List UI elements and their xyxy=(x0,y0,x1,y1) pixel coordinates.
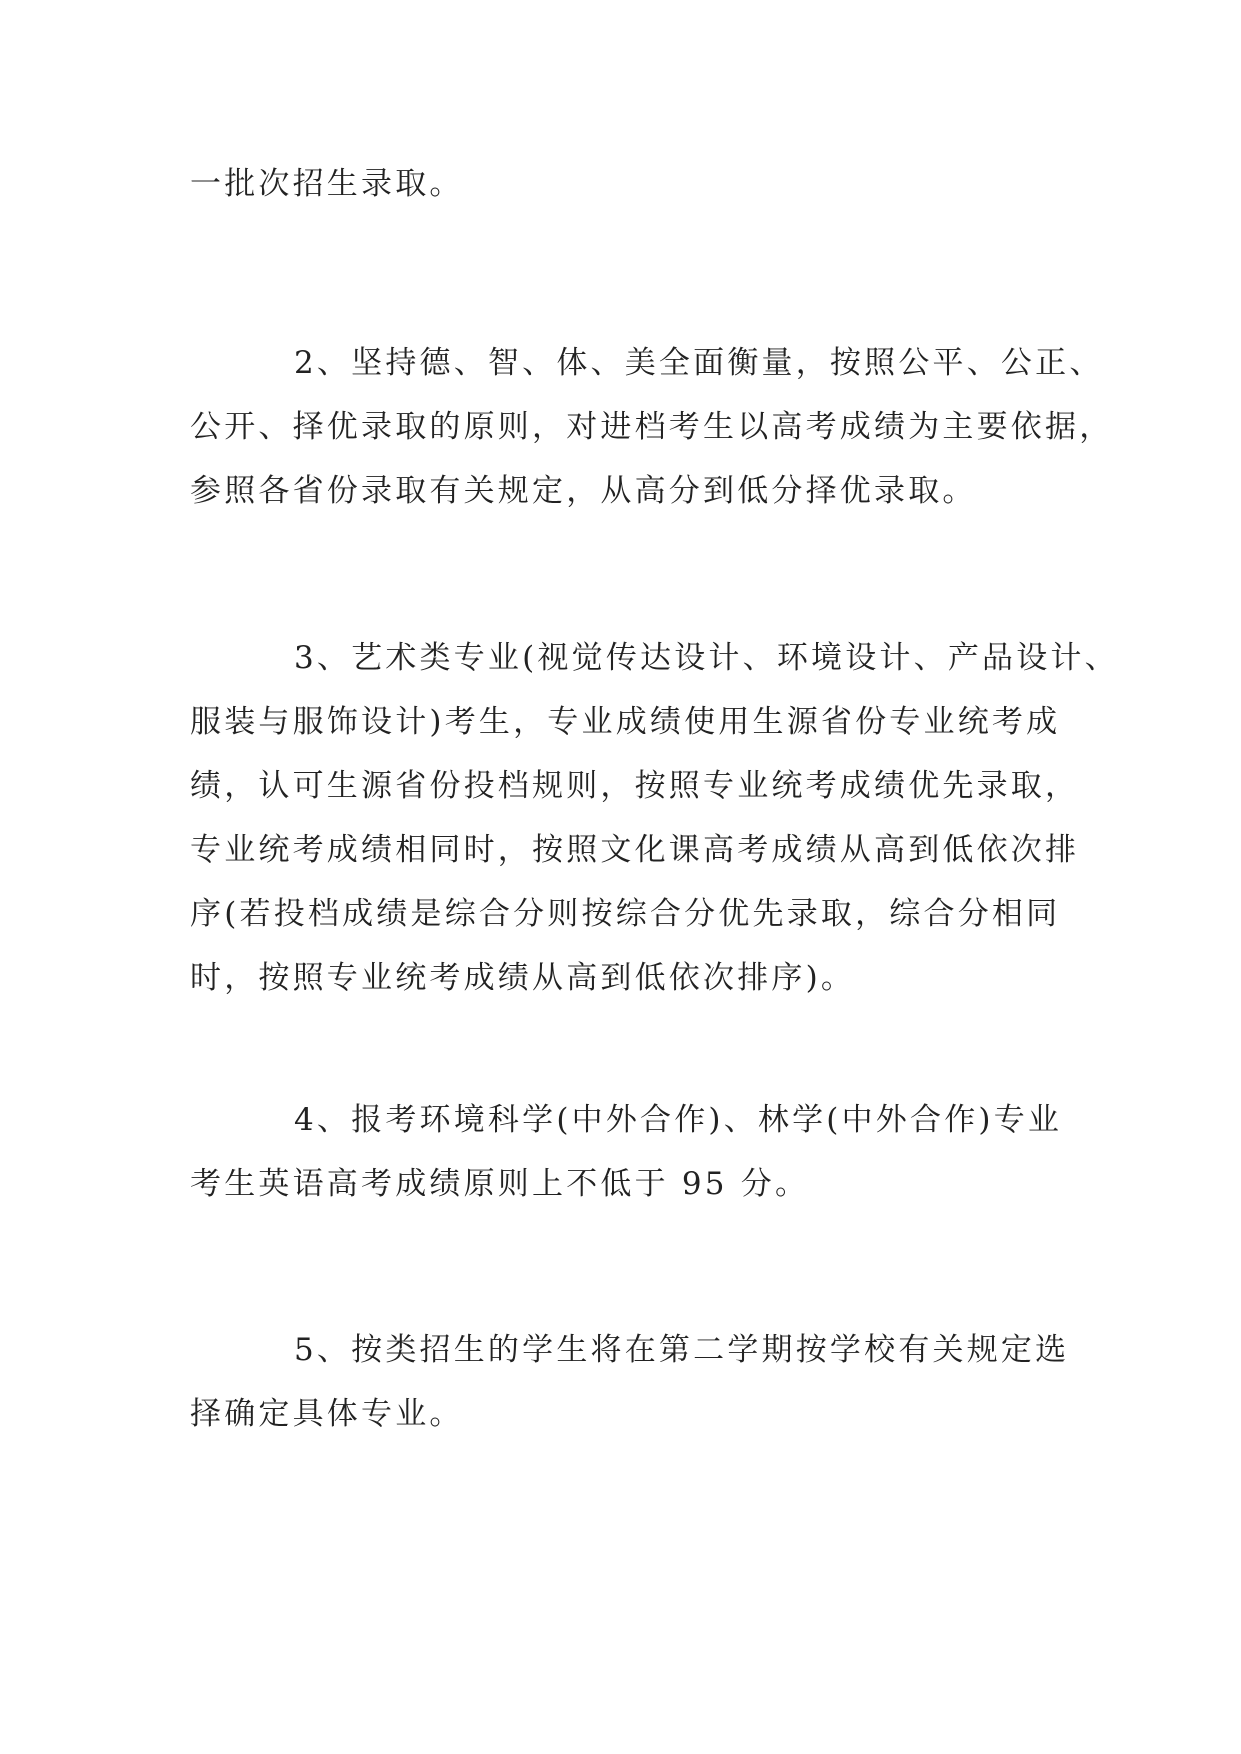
text-line: 择确定具体专业。 xyxy=(190,1396,464,1432)
text-line: 序(若投档成绩是综合分则按综合分优先录取，综合分相同 xyxy=(190,896,1061,932)
text-line: 参照各省份录取有关规定，从高分到低分择优录取。 xyxy=(190,473,977,509)
text-line: 公开、择优录取的原则，对进档考生以高考成绩为主要依据， xyxy=(190,409,1114,445)
text-line: 服装与服饰设计)考生，专业成绩使用生源省份专业统考成 xyxy=(190,704,1061,740)
text-line: 3、艺术类专业(视觉传达设计、环境设计、产品设计、 xyxy=(294,640,1119,676)
text-line: 时，按照专业统考成绩从高到低依次排序)。 xyxy=(190,960,856,996)
paragraph-continuation xyxy=(190,152,1050,216)
text-line: 一批次招生录取。 xyxy=(190,166,464,202)
paragraph-item-5 xyxy=(190,1318,1070,1446)
text-line: 专业统考成绩相同时，按照文化课高考成绩从高到低依次排 xyxy=(190,832,1080,868)
text-line: 5、按类招生的学生将在第二学期按学校有关规定选 xyxy=(294,1332,1070,1368)
text-line: 绩，认可生源省份投档规则，按照专业统考成绩优先录取， xyxy=(190,768,1080,804)
text-line: 4、报考环境科学(中外合作)、林学(中外合作)专业 xyxy=(294,1102,1063,1138)
paragraph-item-2 xyxy=(190,331,1114,523)
paragraph-item-4 xyxy=(190,1088,1063,1216)
text-line: 2、坚持德、智、体、美全面衡量，按照公平、公正、 xyxy=(294,345,1104,381)
text-line: 考生英语高考成绩原则上不低于 95 分。 xyxy=(190,1166,810,1202)
paragraph-item-3 xyxy=(190,626,1119,1010)
